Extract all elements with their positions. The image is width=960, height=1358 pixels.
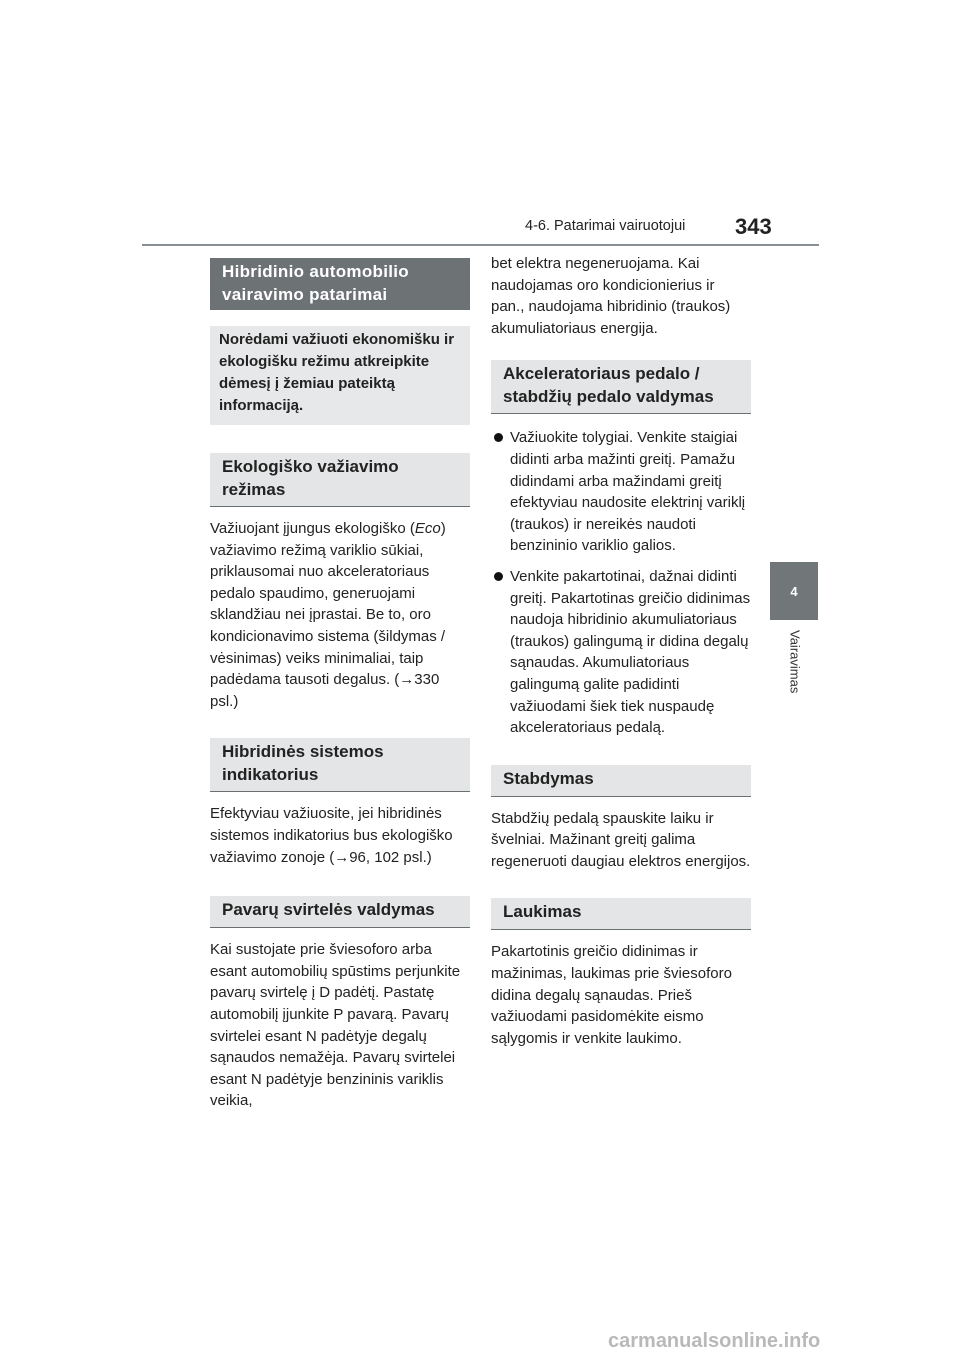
section-title: 4-6. Patarimai vairuotojui xyxy=(525,218,686,234)
chapter-label-text: Vairavimas xyxy=(787,630,803,694)
chapter-number: 4 xyxy=(790,583,798,599)
intro-box: Norėdami važiuoti ekonomišku ir ekologišku režimu atkreipkite dėmesį į žemiau pateiktą informaciją. xyxy=(210,326,470,425)
heading-pedal-operation: Akceleratoriaus pedalo / stabdžių pedalo valdymas xyxy=(491,360,751,414)
continuation-text: bet elektra negeneruojama. Kai naudojamas oro kondicionierius ir pan., naudojama hibridinio (traukos) akumuliatoriaus energija. xyxy=(491,255,731,337)
hybrid-indicator-text: Efektyviau važiuosite, jei hibridinės sistemos indikatorius bus ekologiško važiavimo zonoje (→96, 102 psl.) xyxy=(210,805,453,866)
heading-shift-lever: Pavarų svirtelės valdymas xyxy=(210,896,470,928)
main-title: Hibridinio automobilio vairavimo patarimai xyxy=(210,258,470,310)
heading-hybrid-indicator: Hibridinės sistemos indikatorius xyxy=(210,738,470,792)
eco-mode-text xyxy=(210,518,470,712)
chapter-tab xyxy=(770,562,818,620)
heading-braking: Stabdymas xyxy=(491,765,751,797)
eco-text-part-1: Važiuojant įjungus ekologiško ( xyxy=(210,520,415,537)
waiting-text: Pakartotinis greičio didinimas ir mažinimas, laukimas prie šviesoforo didina degalų sąnaudas. Prieš važiuodami pasidomėkite eismo sąlygomis ir venkite laukimo. xyxy=(491,943,732,1047)
bullet-item: Venkite pakartotinai, dažnai didinti greitį. Pakartotinas greičio didinimas naudoja hibridinio akumuliatoriaus (traukos) galingumą ir didina degalų sąnaudas. Akumuliatoriaus galingumą galite padidinti važiuodami šiek tiek nuspaudę akceleratoriaus pedalą. xyxy=(491,566,751,739)
page-number: 343 xyxy=(735,214,772,239)
left-column xyxy=(210,258,470,1112)
heading-waiting: Laukimas xyxy=(491,898,751,930)
chapter-label xyxy=(768,630,822,720)
watermark: carmanualsonline.info xyxy=(608,1330,821,1352)
eco-label: Eco xyxy=(414,520,441,537)
eco-text-part-2: ) važiavimo režimą variklio sūkiai, priklausomai nuo akceleratoriaus pedalo spaudimo, generuojami sklandžiau nei įprastai. Be to, oro kondicionavimo sistema (šildymas / vėsinimas) veiks minimaliai, taip padėdama tausoti degalus. (→330 psl.) xyxy=(210,520,446,710)
bullet-item: Važiuokite tolygiai. Venkite staigiai didinti arba mažinti greitį. Pamažu didindami arba mažindami greitį efektyviau naudosite elektrinį variklį (traukos) ir nereikės naudoti benzininio variklio galios. xyxy=(491,427,751,557)
braking-text: Stabdžių pedalą spauskite laiku ir švelniai. Mažinant greitį galima regeneruoti daugiau elektros energijos. xyxy=(491,809,751,870)
shift-lever-text: Kai sustojate prie šviesoforo arba esant automobilių spūstims perjunkite pavarų svirtelę į D padėtį. Pastatę automobilį įjunkite P pavarą. Pavarų svirtelei esant N padėtyje degalų sąnaudos nemažėja. Pavarų svirtelei esant N padėtyje benzininis variklis veikia, xyxy=(210,941,461,1110)
right-column xyxy=(491,253,751,1049)
header-divider xyxy=(142,244,819,246)
heading-eco-mode: Ekologiško važiavimo režimas xyxy=(210,453,470,507)
